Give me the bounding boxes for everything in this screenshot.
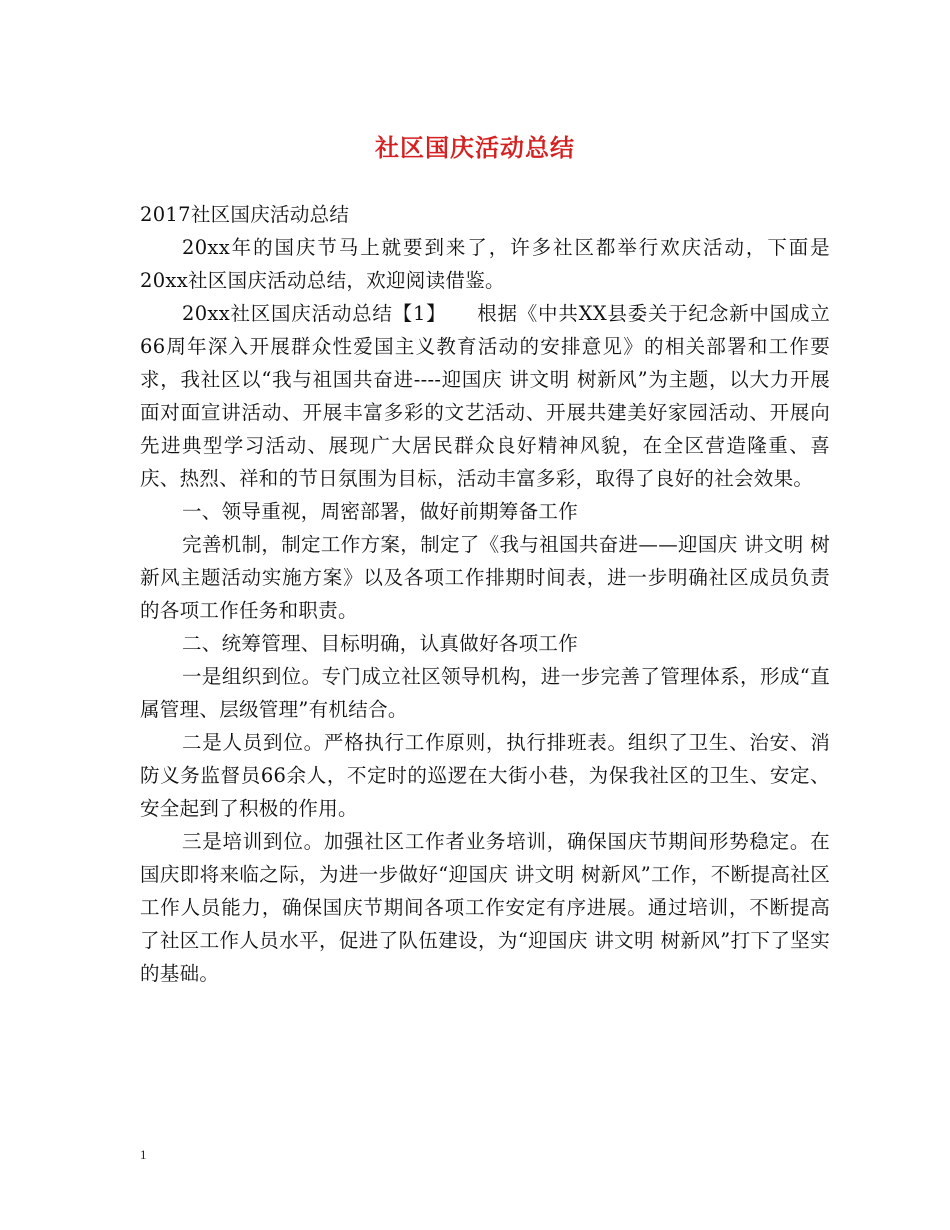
paragraph-summary: 20xx社区国庆活动总结【1】 根据《中共XX县委关于纪念新中国成立66周年深入开展群众性爱国主义教育活动的安排意见》的相关部署和工作要求，我社区以“我与祖国共奋进----迎国庆 讲文明 树新风”为主题，以大力开展面对面宣讲活动、开展丰富多彩的文艺活动、开展共建美好家园活动、开展向先进典型学习活动、展现广大居民群众良好精神风貌，在全区营造隆重、喜庆、热烈、祥和的节日氛围为目标，活动丰富多彩，取得了良好的社会效果。 [140, 302, 830, 490]
page-number: 1 [140, 1147, 147, 1162]
document-body [140, 198, 830, 990]
paragraph-personnel: 二是人员到位。严格执行工作原则，执行排班表。组织了卫生、治安、消防义务监督员66余人，不定时的巡逻在大街小巷，为保我社区的卫生、安定、安全起到了积极的作用。 [140, 731, 830, 820]
document-title: 社区国庆活动总结 [375, 134, 575, 162]
paragraph-subtitle: 2017社区国庆活动总结 [140, 203, 350, 226]
section-heading-2: 二、统筹管理、目标明确，认真做好各项工作 [182, 632, 579, 655]
paragraph-training: 三是培训到位。加强社区工作者业务培训，确保国庆节期间形势稳定。在国庆即将来临之际，为进一步做好“迎国庆 讲文明 树新风”工作，不断提高社区工作人员能力，确保国庆节期间各项工作安定有序进展。通过培训，不断提高了社区工作人员水平，促进了队伍建设，为“迎国庆 讲文明 树新风”打下了坚实的基础。 [140, 830, 830, 985]
paragraph-organization: 一是组织到位。专门成立社区领导机构，进一步完善了管理体系，形成“直属管理、层级管理”有机结合。 [140, 665, 830, 721]
paragraph-intro: 20xx年的国庆节马上就要到来了，许多社区都举行欢庆活动，下面是20xx社区国庆活动总结，欢迎阅读借鉴。 [140, 236, 830, 292]
section-heading-1: 一、领导重视，周密部署，做好前期筹备工作 [182, 500, 579, 523]
paragraph-mechanism: 完善机制，制定工作方案，制定了《我与祖国共奋进——迎国庆 讲文明 树新风主题活动实施方案》以及各项工作排期时间表，进一步明确社区成员负责的各项工作任务和职责。 [140, 533, 830, 622]
